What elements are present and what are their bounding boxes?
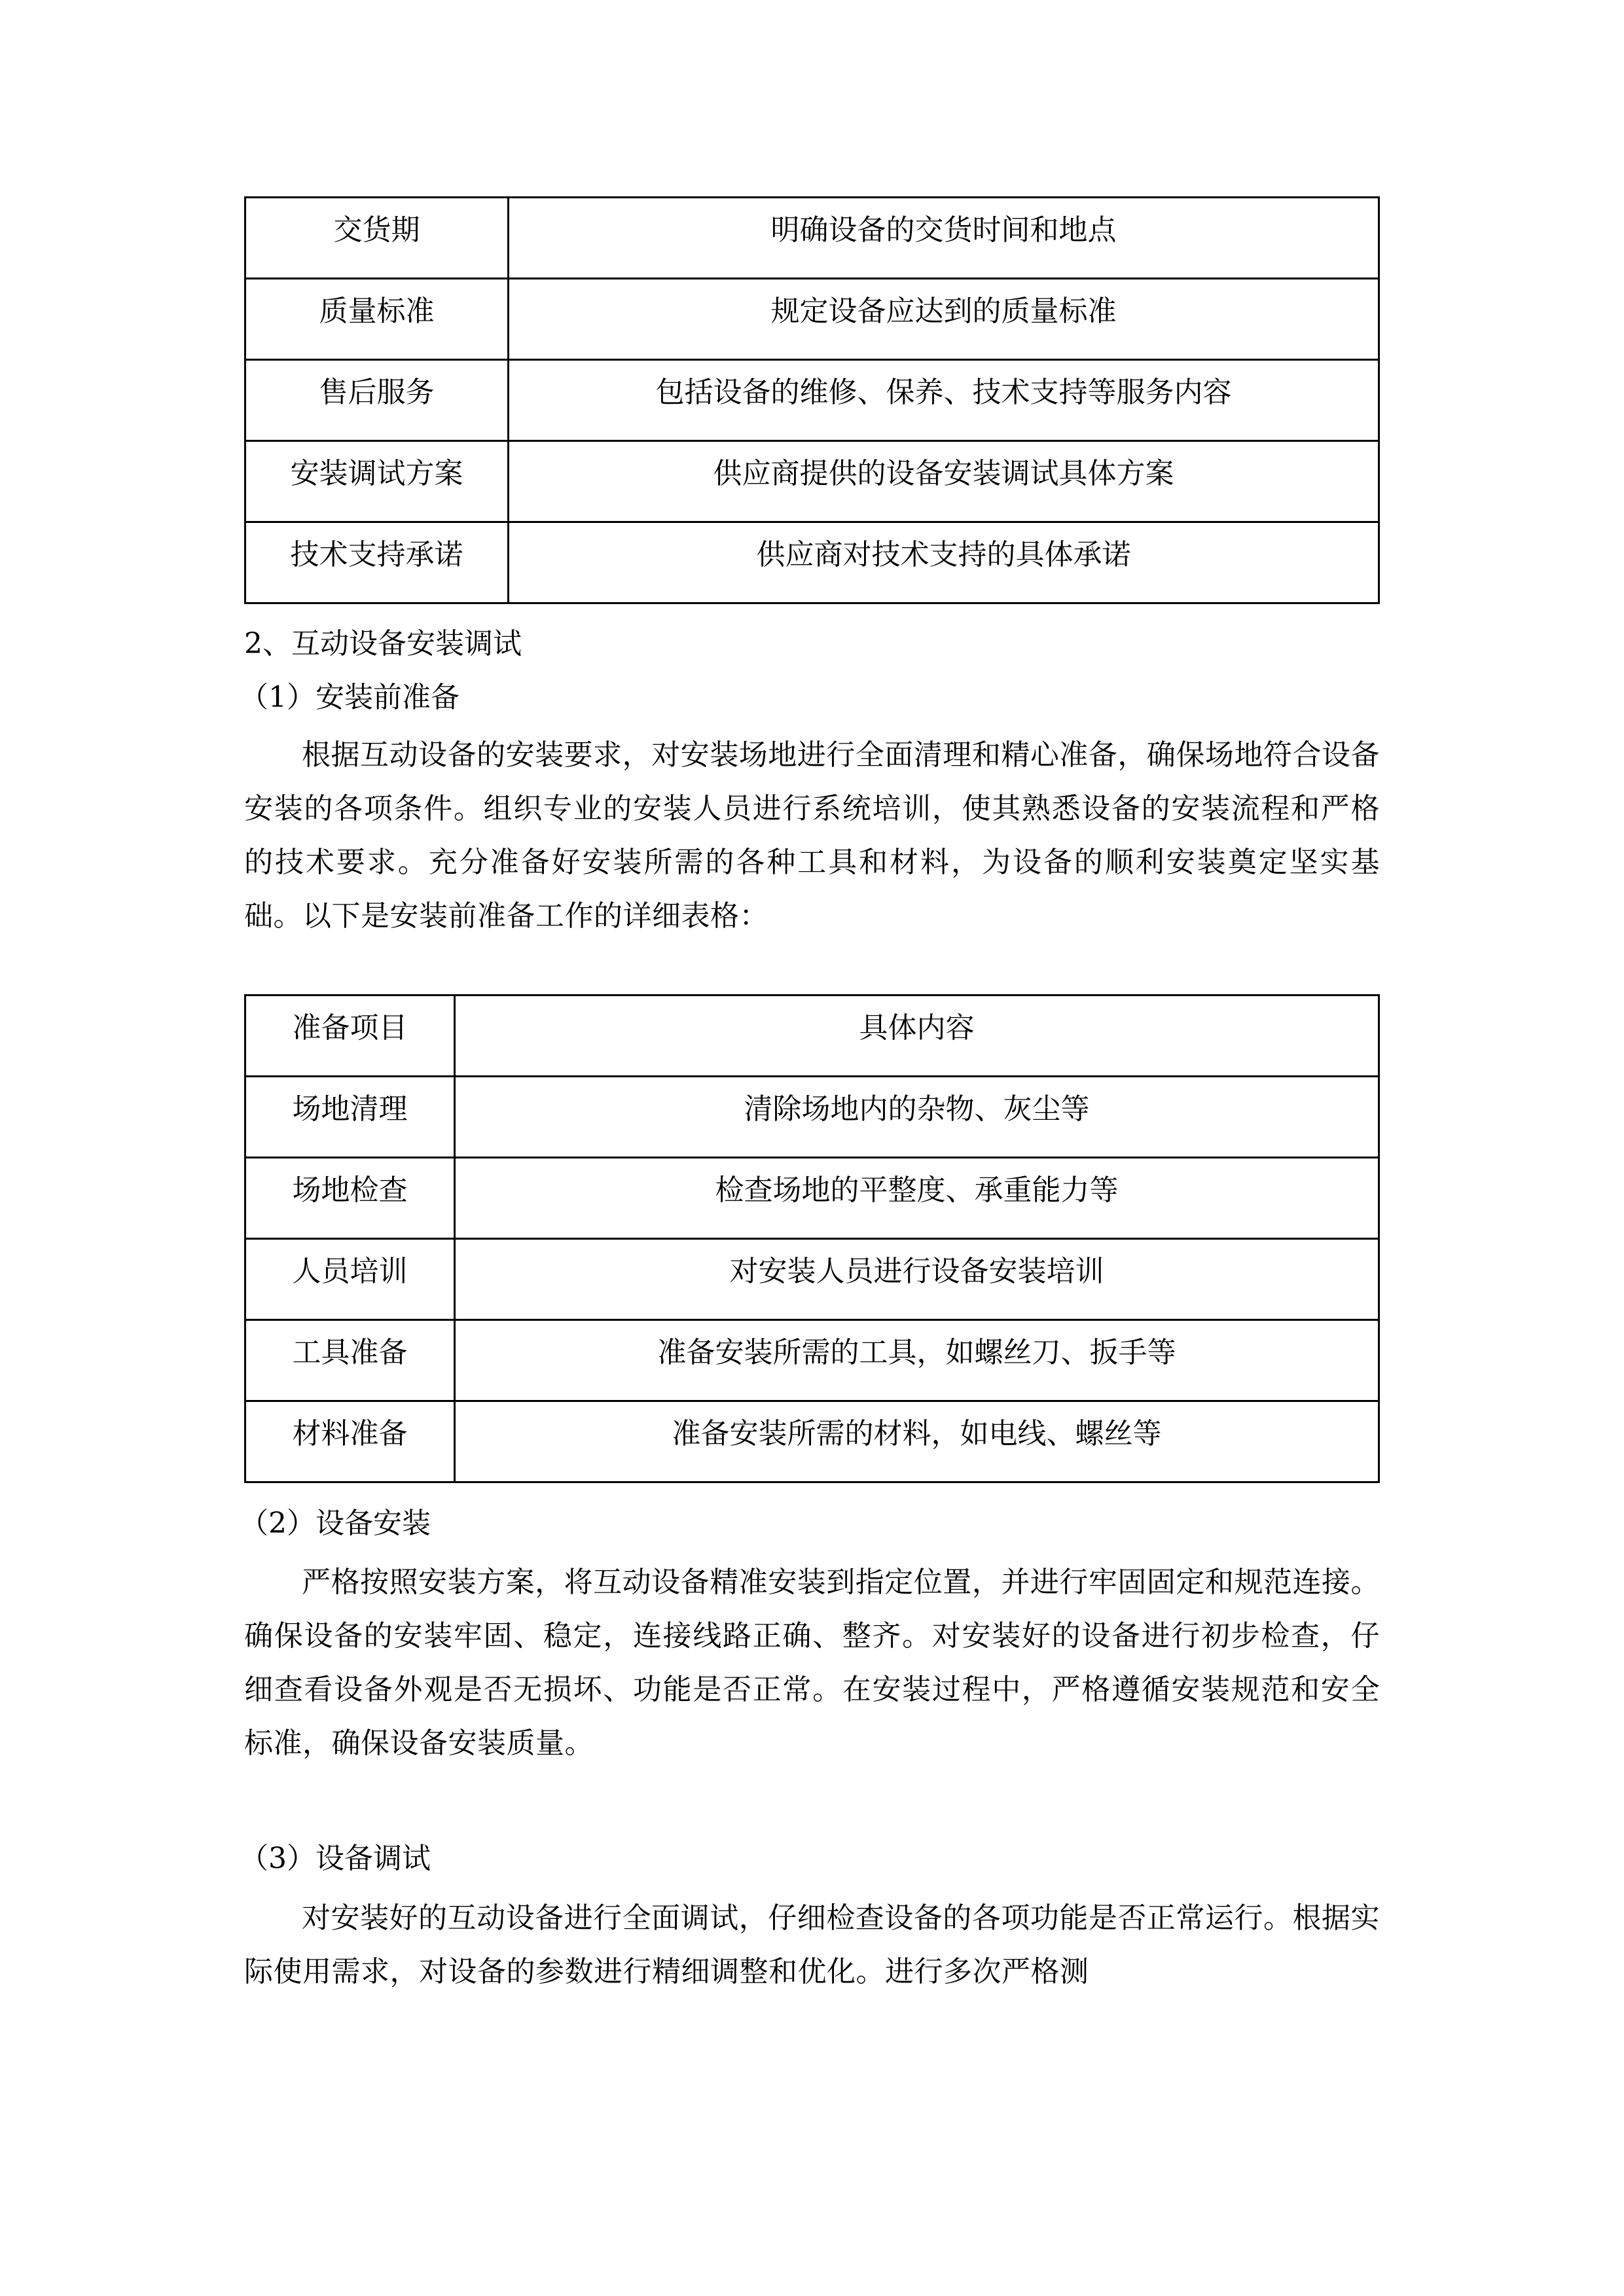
table-row (245, 441, 1379, 522)
table-cell-item: 交货期 (245, 198, 509, 279)
table-cell-item: 场地清理 (245, 1077, 455, 1158)
table-cell-content: 规定设备应达到的质量标准 (509, 279, 1379, 360)
table-cell-item: 安装调试方案 (245, 441, 509, 522)
table-cell-content: 清除场地内的杂物、灰尘等 (455, 1077, 1379, 1158)
table-row (245, 522, 1379, 603)
table-cell-item: 技术支持承诺 (245, 522, 509, 603)
table-cell-item: 质量标准 (245, 279, 509, 360)
table-header-item: 准备项目 (245, 996, 455, 1077)
table-row (245, 360, 1379, 441)
subsection-heading-2: （2）设备安装 (240, 1507, 431, 1540)
table-cell-item: 售后服务 (245, 360, 509, 441)
table-cell-item: 工具准备 (245, 1320, 455, 1401)
paragraph-preparation: 根据互动设备的安装要求，对安装场地进行全面清理和精心准备，确保场地符合设备安装的各项条件。组织专业的安装人员进行系统培训，使其熟悉设备的安装流程和严格的技术要求。充分准备好安装所需的各种工具和材料，为设备的顺利安装奠定坚实基础。以下是安装前准备工作的详细表格： (244, 738, 1380, 933)
table-row (245, 1320, 1379, 1401)
table-row (245, 1401, 1379, 1482)
table-row (245, 1077, 1379, 1158)
table-cell-item: 人员培训 (245, 1239, 455, 1320)
requirements-table (244, 196, 1380, 604)
table-row (245, 1239, 1379, 1320)
section-heading: 2、互动设备安装调试 (244, 627, 522, 660)
paragraph-installation: 严格按照安装方案，将互动设备精准安装到指定位置，并进行牢固固定和规范连接。确保设备的安装牢固、稳定，连接线路正确、整齐。对安装好的设备进行初步检查，仔细查看设备外观是否无损坏、功能是否正常。在安装过程中，严格遵循安装规范和安全标准，确保设备安装质量。 (244, 1566, 1380, 1760)
table-row (245, 279, 1379, 360)
preparation-table (244, 994, 1380, 1483)
table-cell-content: 准备安装所需的工具，如螺丝刀、扳手等 (455, 1320, 1379, 1401)
table-row (245, 1158, 1379, 1239)
table-header-content: 具体内容 (455, 996, 1379, 1077)
subsection-heading-1: （1）安装前准备 (240, 681, 460, 714)
subsection-heading-3: （3）设备调试 (240, 1842, 431, 1875)
table-cell-content: 供应商对技术支持的具体承诺 (509, 522, 1379, 603)
table-cell-content: 包括设备的维修、保养、技术支持等服务内容 (509, 360, 1379, 441)
table-cell-item: 场地检查 (245, 1158, 455, 1239)
table-cell-content: 准备安装所需的材料，如电线、螺丝等 (455, 1401, 1379, 1482)
paragraph-debugging: 对安装好的互动设备进行全面调试，仔细检查设备的各项功能是否正常运行。根据实际使用需求，对设备的参数进行精细调整和优化。进行多次严格测 (244, 1901, 1380, 1988)
table-row (245, 198, 1379, 279)
table-cell-content: 对安装人员进行设备安装培训 (455, 1239, 1379, 1320)
table-header-row (245, 996, 1379, 1077)
table-cell-content: 明确设备的交货时间和地点 (509, 198, 1379, 279)
table-cell-content: 供应商提供的设备安装调试具体方案 (509, 441, 1379, 522)
table-cell-content: 检查场地的平整度、承重能力等 (455, 1158, 1379, 1239)
table-cell-item: 材料准备 (245, 1401, 455, 1482)
